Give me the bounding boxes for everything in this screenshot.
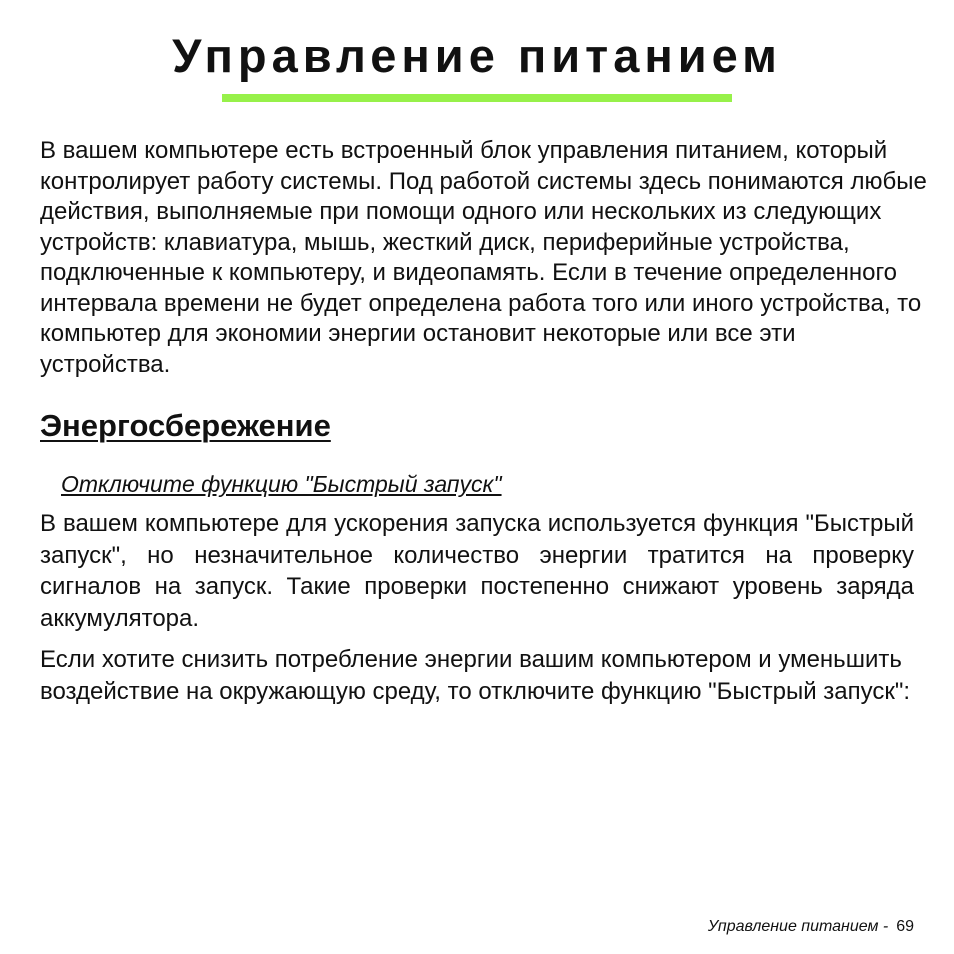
intro-paragraph: В вашем компьютере есть встроенный блок управления питанием, который контролирует работу системы. Под работой системы здесь понимаются любые действия, выполняемые при помощи одного или нескольких из следующих устройств: клавиатура, мышь, жесткий диск, периферийные устройства, подключенные к компьютеру, и видеопамять. Если в течение определенного интервала времени не будет определена работа того или иного устройства, то компьютер для экономии энергии остановит некоторые или все эти устройства. — [40, 137, 927, 378]
title-accent-bar — [222, 94, 732, 102]
page-footer — [708, 916, 914, 938]
page-number: 69 — [896, 918, 914, 935]
page-title: Управление питанием — [172, 29, 782, 82]
fast-startup-paragraph: В вашем компьютере для ускорения запуска используется функция "Быстрый запуск", но незначительное количество энергии тратится на проверку сигналов на запуск. Такие проверки постепенно снижают уровень заряда аккумулятора. — [40, 510, 914, 632]
disable-fast-startup-paragraph: Если хотите снизить потребление энергии вашим компьютером и уменьшить воздействие на окружающую среду, то отключите функцию "Быстрый запуск": — [40, 646, 911, 705]
footer-label: Управление питанием - — [707, 918, 889, 935]
subsection-link-fast-startup[interactable]: Отключите функцию "Быстрый запуск" — [61, 471, 502, 497]
section-heading: Энергосбережение — [40, 408, 331, 443]
